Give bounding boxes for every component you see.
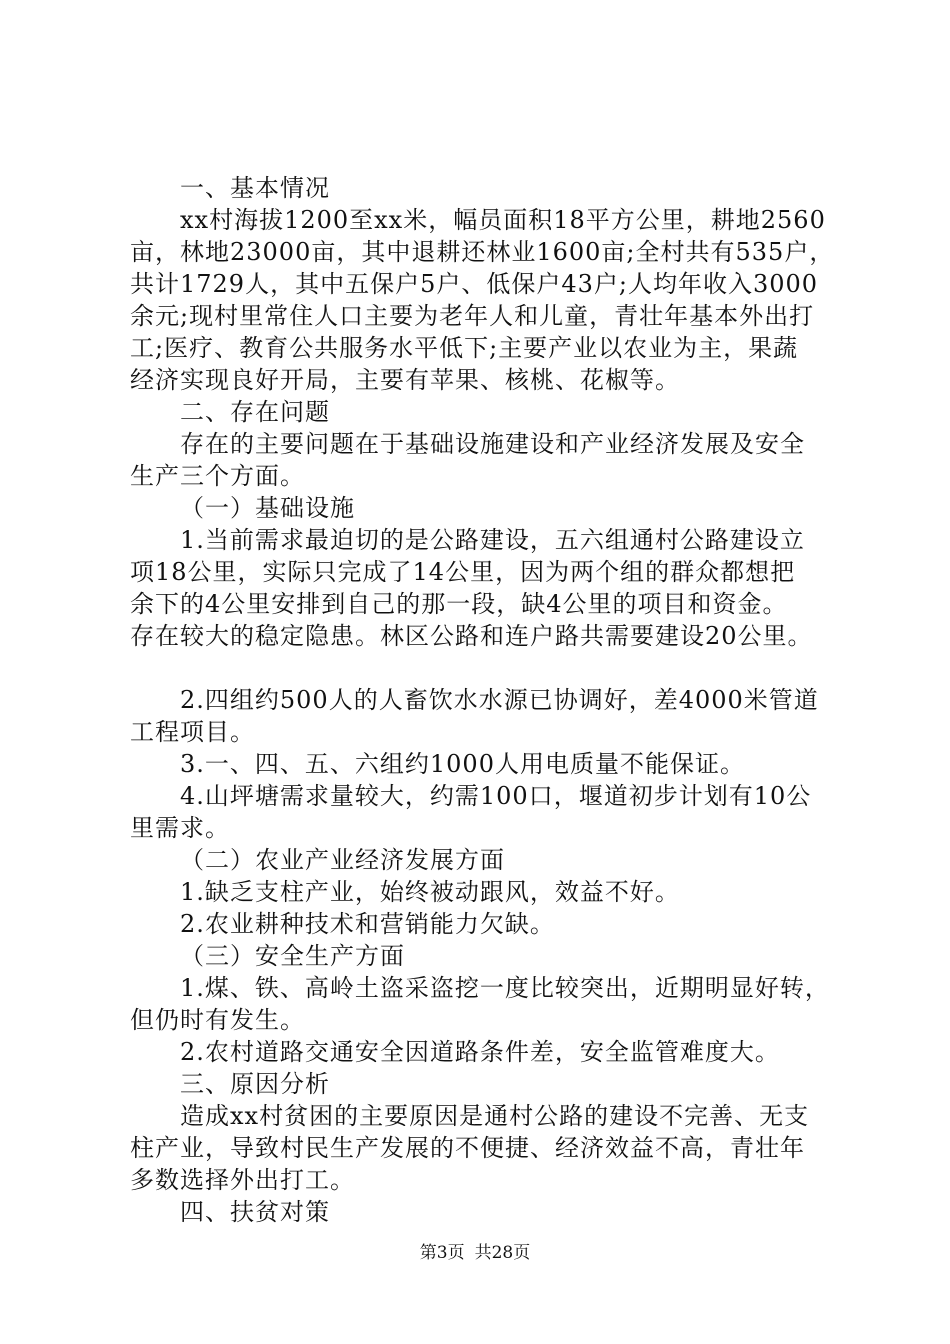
text-line: 余元;现村里常住人口主要为老年人和儿童，青壮年基本外出打 xyxy=(130,302,815,330)
text-line: 1.煤、铁、高岭土盗采盗挖一度比较突出，近期明显好转， xyxy=(180,974,830,1002)
text-line: 工;医疗、教育公共服务水平低下;主要产业以农业为主，果蔬 xyxy=(130,334,799,362)
text-line: 一、基本情况 xyxy=(180,174,330,202)
text-line: 亩，林地23000亩，其中退耕还林业1600亩;全村共有535户， xyxy=(130,238,835,266)
text-line: 二、存在问题 xyxy=(180,398,330,426)
page-total: 共28页 xyxy=(474,1243,531,1263)
text-line: 经济实现良好开局，主要有苹果、核桃、花椒等。 xyxy=(130,366,680,394)
text-line: 项18公里，实际只完成了14公里，因为两个组的群众都想把 xyxy=(130,558,796,586)
text-line: 存在的主要问题在于基础设施建设和产业经济发展及安全 xyxy=(180,430,805,458)
text-line: 三、原因分析 xyxy=(180,1070,330,1098)
text-line: 1.当前需求最迫切的是公路建设，五六组通村公路建设立 xyxy=(180,526,805,554)
text-line: 2.四组约500人的人畜饮水水源已协调好，差4000米管道 xyxy=(180,686,819,714)
text-line: 工程项目。 xyxy=(130,718,255,746)
text-line: 2.农村道路交通安全因道路条件差，安全监管难度大。 xyxy=(180,1038,780,1066)
text-line: 3.一、四、五、六组约1000人用电质量不能保证。 xyxy=(180,750,745,778)
text-line: （三）安全生产方面 xyxy=(180,942,405,970)
text-line: 1.缺乏支柱产业，始终被动跟风，效益不好。 xyxy=(180,878,680,906)
text-line: 4.山坪塘需求量较大，约需100口，堰道初步计划有10公 xyxy=(180,782,812,810)
page-footer xyxy=(0,1242,950,1264)
text-line: 余下的4公里安排到自己的那一段，缺4公里的项目和资金。 xyxy=(130,590,788,618)
text-line: （一）基础设施 xyxy=(180,494,355,522)
document-body xyxy=(130,172,835,1228)
text-line: 四、扶贫对策 xyxy=(180,1198,330,1226)
text-line: 2.农业耕种技术和营销能力欠缺。 xyxy=(180,910,555,938)
text-line: （二）农业产业经济发展方面 xyxy=(180,846,505,874)
text-line: xx村海拔1200至xx米，幅员面积18平方公里，耕地2560 xyxy=(180,206,826,234)
text-line: 造成xx村贫困的主要原因是通村公路的建设不完善、无支 xyxy=(180,1102,810,1130)
text-line: 共计1729人，其中五保户5户、低保户43户;人均年收入3000 xyxy=(130,270,819,298)
blank-line xyxy=(130,652,830,684)
page-number: 第3页 xyxy=(419,1243,465,1263)
text-line: 生产三个方面。 xyxy=(130,462,305,490)
text-line: 里需求。 xyxy=(130,814,230,842)
text-line: 但仍时有发生。 xyxy=(130,1006,305,1034)
text-line: 多数选择外出打工。 xyxy=(130,1166,355,1194)
text-line: 柱产业，导致村民生产发展的不便捷、经济效益不高，青壮年 xyxy=(130,1134,805,1162)
text-line: 存在较大的稳定隐患。林区公路和连户路共需要建设20公里。 xyxy=(130,622,813,650)
